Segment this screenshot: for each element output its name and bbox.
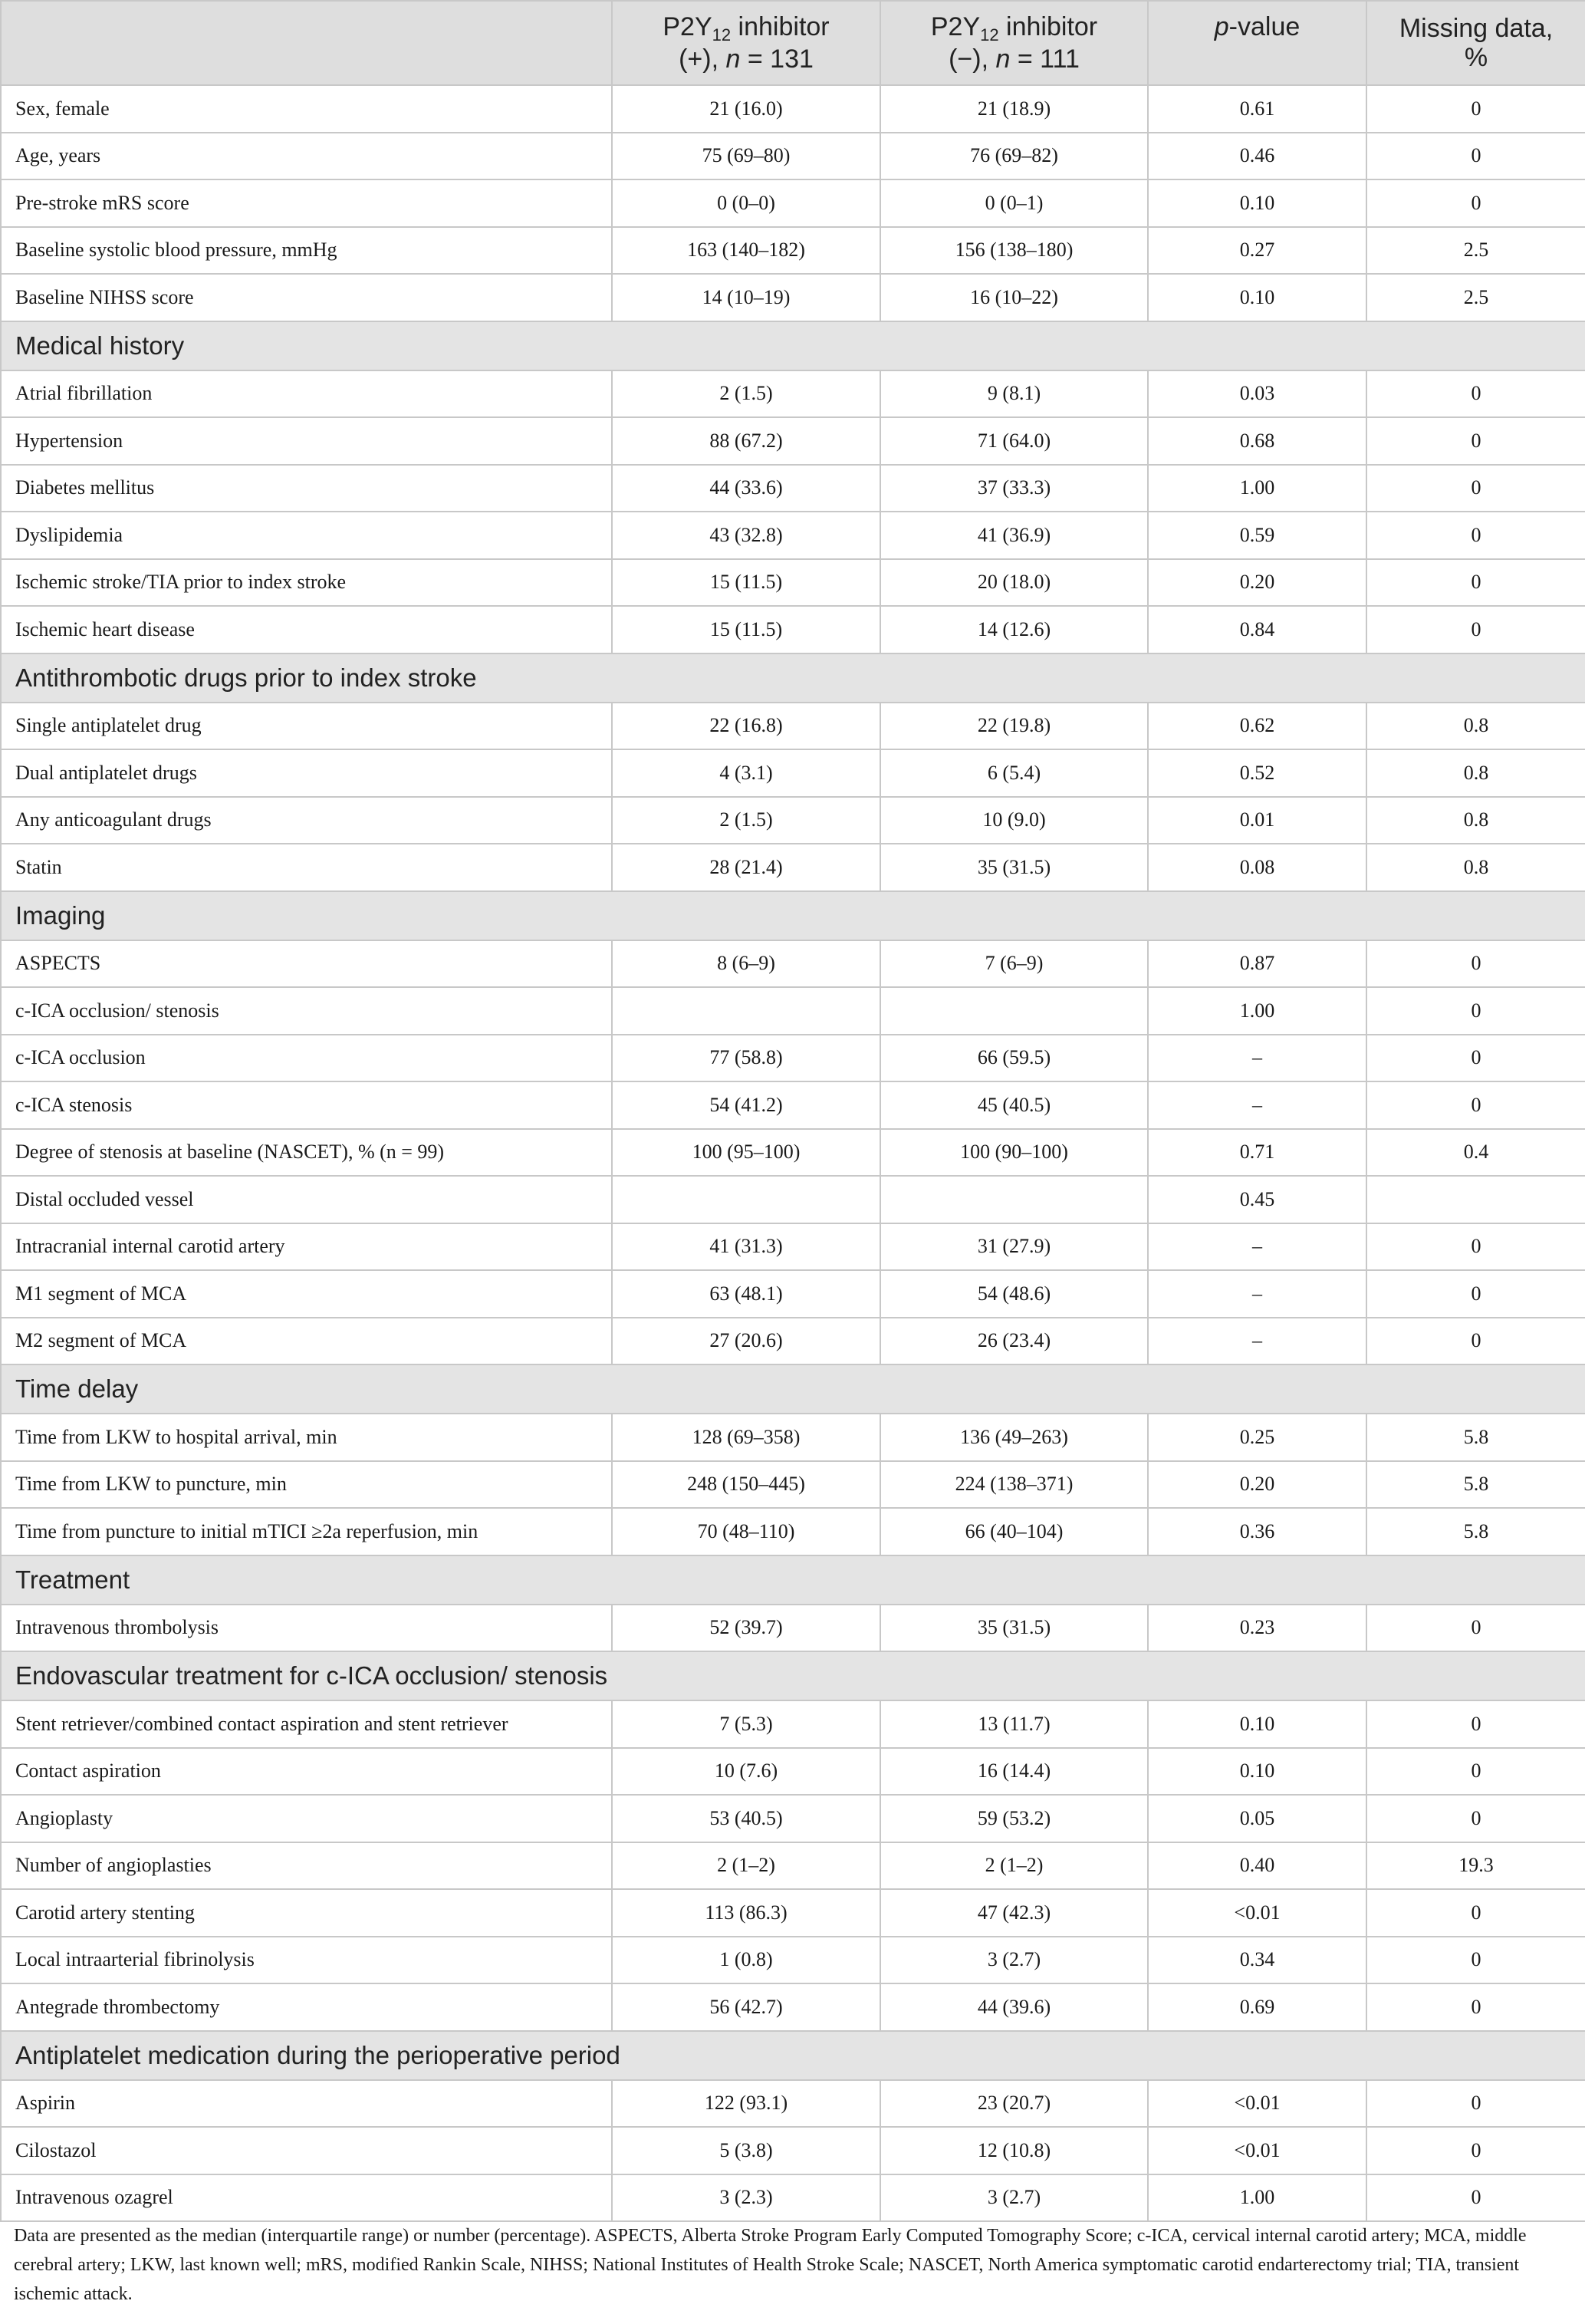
row-label-cell: Time from LKW to puncture, min — [1, 1461, 612, 1509]
p2y12-negative-cell: 35 (31.5) — [880, 1605, 1148, 1652]
row-label-cell: Number of angioplasties — [1, 1842, 612, 1890]
table-row — [1, 1223, 1585, 1271]
row-label-cell: Carotid artery stenting — [1, 1889, 612, 1937]
row-label-cell: Ischemic stroke/TIA prior to index stroke — [1, 559, 612, 607]
p-value-cell: 0.52 — [1148, 749, 1366, 797]
p2y12-negative-cell: 71 (64.0) — [880, 417, 1148, 465]
p2y12-negative-cell: 59 (53.2) — [880, 1795, 1148, 1842]
p2y12-positive-cell: 56 (42.7) — [612, 1983, 880, 2031]
p-value-cell: 0.23 — [1148, 1605, 1366, 1652]
row-label-cell: Angioplasty — [1, 1795, 612, 1842]
missing-data-cell: 5.8 — [1366, 1461, 1585, 1509]
row-label-cell: Intravenous ozagrel — [1, 2174, 612, 2222]
p2y12-positive-cell: 75 (69–80) — [612, 133, 880, 180]
p2y12-positive-cell: 15 (11.5) — [612, 559, 880, 607]
row-label-cell: Ischemic heart disease — [1, 606, 612, 653]
table-row — [1, 1748, 1585, 1796]
missing-data-cell: 19.3 — [1366, 1842, 1585, 1890]
p2y12-negative-cell — [880, 1176, 1148, 1223]
table-row — [1, 2080, 1585, 2128]
table-row — [1, 512, 1585, 559]
table-row — [1, 274, 1585, 321]
table-footnote: Data are presented as the median (interquartile range) or number (percentage). ASPECTS, Alberta Stroke Program Early Computed Tomography Score; c-ICA, cervical internal carotid artery; MCA, middle cerebral artery; LKW, last known well; mRS, modified Rankin Scale, NIHSS; National Institutes of Health Stroke Scale; NASCET, North America symptomatic carotid endarterectomy trial; TIA, transient ischemic attack. — [14, 2226, 1527, 2304]
missing-data-cell: 0 — [1366, 987, 1585, 1035]
p-value-cell: 0.25 — [1148, 1414, 1366, 1461]
table-row — [1, 1081, 1585, 1129]
p2y12-positive-cell: 5 (3.8) — [612, 2127, 880, 2174]
missing-data-cell: 0 — [1366, 2127, 1585, 2174]
p-value-cell: 0.10 — [1148, 179, 1366, 227]
table-row — [1, 703, 1585, 750]
missing-data-cell: 0 — [1366, 940, 1585, 988]
p2y12-negative-cell: 22 (19.8) — [880, 703, 1148, 750]
p2y12-positive-cell — [612, 1176, 880, 1223]
missing-data-cell: 0 — [1366, 1081, 1585, 1129]
row-label-cell: Intravenous thrombolysis — [1, 1605, 612, 1652]
row-label-cell: M2 segment of MCA — [1, 1318, 612, 1365]
missing-data-cell: 0 — [1366, 417, 1585, 465]
p2y12-positive-cell: 22 (16.8) — [612, 703, 880, 750]
table-row — [1, 465, 1585, 512]
section-header-row — [1, 891, 1585, 940]
p2y12-positive-cell: 248 (150–445) — [612, 1461, 880, 1509]
row-label-cell: M1 segment of MCA — [1, 1270, 612, 1318]
row-label-cell: Baseline NIHSS score — [1, 274, 612, 321]
p2y12-positive-cell: 63 (48.1) — [612, 1270, 880, 1318]
p2y12-positive-cell: 0 (0–0) — [612, 179, 880, 227]
p-value-cell: 1.00 — [1148, 987, 1366, 1035]
header-p2y12-positive: $P2Y_{12}$ inhibitor (+), n = 131 — [612, 1, 880, 85]
p2y12-positive-cell: 88 (67.2) — [612, 417, 880, 465]
p-value-cell: 0.08 — [1148, 844, 1366, 891]
row-label-cell: Antegrade thrombectomy — [1, 1983, 612, 2031]
section-header-row — [1, 1555, 1585, 1605]
p-value-cell: 0.84 — [1148, 606, 1366, 653]
table-row — [1, 1889, 1585, 1937]
p2y12-negative-cell: 44 (39.6) — [880, 1983, 1148, 2031]
p2y12-negative-cell: 76 (69–82) — [880, 133, 1148, 180]
p-value-cell: – — [1148, 1081, 1366, 1129]
p2y12-positive-cell: 41 (31.3) — [612, 1223, 880, 1271]
p2y12-positive-cell: 1 (0.8) — [612, 1937, 880, 1984]
row-label-cell: Distal occluded vessel — [1, 1176, 612, 1223]
table-row — [1, 85, 1585, 133]
row-label-cell: Baseline systolic blood pressure, mmHg — [1, 227, 612, 275]
missing-data-cell: 0.8 — [1366, 703, 1585, 750]
row-label-cell: Degree of stenosis at baseline (NASCET), % (n = 99) — [1, 1129, 612, 1177]
table-row — [1, 844, 1585, 891]
section-title: Endovascular treatment for c-ICA occlusion/ stenosis — [1, 1651, 1585, 1700]
missing-data-cell: 0 — [1366, 1318, 1585, 1365]
table-row — [1, 1937, 1585, 1984]
row-label-cell: Local intraarterial fibrinolysis — [1, 1937, 612, 1984]
p-value-cell: 0.62 — [1148, 703, 1366, 750]
row-label-cell: ASPECTS — [1, 940, 612, 988]
missing-data-cell: 0 — [1366, 1270, 1585, 1318]
p2y12-negative-cell: 224 (138–371) — [880, 1461, 1148, 1509]
table-body — [1, 85, 1585, 2221]
p-value-cell: 0.27 — [1148, 227, 1366, 275]
p-value-cell: 0.01 — [1148, 797, 1366, 844]
section-title: Imaging — [1, 891, 1585, 940]
p2y12-positive-cell: 15 (11.5) — [612, 606, 880, 653]
p2y12-positive-cell: 70 (48–110) — [612, 1508, 880, 1555]
p2y12-positive-cell: 2 (1.5) — [612, 370, 880, 418]
p2y12-positive-cell: 3 (2.3) — [612, 2174, 880, 2222]
row-label-cell: Sex, female — [1, 85, 612, 133]
p-value-cell: 0.87 — [1148, 940, 1366, 988]
missing-data-cell: 0.8 — [1366, 749, 1585, 797]
table-row — [1, 1983, 1585, 2031]
table-row — [1, 2127, 1585, 2174]
row-label-cell: Contact aspiration — [1, 1748, 612, 1796]
section-title: Time delay — [1, 1364, 1585, 1414]
row-label-cell: Hypertension — [1, 417, 612, 465]
table-row — [1, 1795, 1585, 1842]
p-value-cell: 0.36 — [1148, 1508, 1366, 1555]
table-row — [1, 227, 1585, 275]
table-row — [1, 1700, 1585, 1748]
p2y12-positive-cell: 128 (69–358) — [612, 1414, 880, 1461]
row-label-cell: Pre-stroke mRS score — [1, 179, 612, 227]
missing-data-cell: 0.8 — [1366, 844, 1585, 891]
p2y12-negative-cell: 10 (9.0) — [880, 797, 1148, 844]
p2y12-negative-cell: 66 (40–104) — [880, 1508, 1148, 1555]
table-row — [1, 133, 1585, 180]
row-label-cell: Atrial fibrillation — [1, 370, 612, 418]
table-row — [1, 1318, 1585, 1365]
row-label-cell: Time from LKW to hospital arrival, min — [1, 1414, 612, 1461]
header-p-value: p-value — [1148, 1, 1366, 85]
header-blank-cell — [1, 1, 612, 85]
missing-data-cell: 0 — [1366, 1937, 1585, 1984]
row-label-cell: Aspirin — [1, 2080, 612, 2128]
row-label-cell: Stent retriever/combined contact aspiration and stent retriever — [1, 1700, 612, 1748]
table-header-row — [1, 1, 1585, 85]
p-value-cell: 0.10 — [1148, 1700, 1366, 1748]
p-value-cell: 0.46 — [1148, 133, 1366, 180]
section-title: Antiplatelet medication during the perioperative period — [1, 2031, 1585, 2080]
p-value-cell: <0.01 — [1148, 2127, 1366, 2174]
p2y12-positive-cell: 10 (7.6) — [612, 1748, 880, 1796]
missing-data-cell: 0 — [1366, 465, 1585, 512]
row-label-cell: Diabetes mellitus — [1, 465, 612, 512]
p2y12-positive-cell: 4 (3.1) — [612, 749, 880, 797]
table-row — [1, 797, 1585, 844]
p2y12-negative-cell: 9 (8.1) — [880, 370, 1148, 418]
p-value-cell: – — [1148, 1270, 1366, 1318]
row-label-cell: Any anticoagulant drugs — [1, 797, 612, 844]
missing-data-cell: 0 — [1366, 512, 1585, 559]
table-row — [1, 1508, 1585, 1555]
p-value-cell: – — [1148, 1318, 1366, 1365]
p2y12-positive-cell — [612, 987, 880, 1035]
table-row — [1, 1461, 1585, 1509]
p-value-cell: 0.68 — [1148, 417, 1366, 465]
missing-data-cell — [1366, 1176, 1585, 1223]
missing-data-cell: 0 — [1366, 606, 1585, 653]
p2y12-negative-cell: 41 (36.9) — [880, 512, 1148, 559]
p2y12-positive-cell: 53 (40.5) — [612, 1795, 880, 1842]
p2y12-negative-cell: 14 (12.6) — [880, 606, 1148, 653]
missing-data-cell: 0 — [1366, 370, 1585, 418]
p-value-cell: 0.03 — [1148, 370, 1366, 418]
p2y12-positive-cell: 54 (41.2) — [612, 1081, 880, 1129]
p2y12-positive-cell: 2 (1–2) — [612, 1842, 880, 1890]
p-value-cell: <0.01 — [1148, 2080, 1366, 2128]
row-label-cell: Dyslipidemia — [1, 512, 612, 559]
p2y12-negative-cell: 35 (31.5) — [880, 844, 1148, 891]
p-value-cell: – — [1148, 1223, 1366, 1271]
table-row — [1, 417, 1585, 465]
section-title: Medical history — [1, 321, 1585, 370]
p2y12-positive-cell: 8 (6–9) — [612, 940, 880, 988]
p-value-cell: 0.05 — [1148, 1795, 1366, 1842]
missing-data-cell: 0 — [1366, 1700, 1585, 1748]
p2y12-negative-cell: 16 (14.4) — [880, 1748, 1148, 1796]
p2y12-positive-cell: 28 (21.4) — [612, 844, 880, 891]
p-value-cell: 0.59 — [1148, 512, 1366, 559]
p2y12-negative-cell: 20 (18.0) — [880, 559, 1148, 607]
table-row — [1, 2174, 1585, 2222]
p-value-cell: 0.71 — [1148, 1129, 1366, 1177]
section-header-row — [1, 1651, 1585, 1700]
p-value-cell: 0.10 — [1148, 274, 1366, 321]
p2y12-negative-cell: 45 (40.5) — [880, 1081, 1148, 1129]
row-label-cell: Cilostazol — [1, 2127, 612, 2174]
missing-data-cell: 0 — [1366, 1795, 1585, 1842]
p2y12-negative-cell: 23 (20.7) — [880, 2080, 1148, 2128]
table-row — [1, 1176, 1585, 1223]
p2y12-negative-cell: 47 (42.3) — [880, 1889, 1148, 1937]
p2y12-positive-cell: 2 (1.5) — [612, 797, 880, 844]
row-label-cell: Dual antiplatelet drugs — [1, 749, 612, 797]
p-value-cell: <0.01 — [1148, 1889, 1366, 1937]
table-row — [1, 370, 1585, 418]
missing-data-cell: 0 — [1366, 1605, 1585, 1652]
missing-data-cell: 0.4 — [1366, 1129, 1585, 1177]
section-header-row — [1, 321, 1585, 370]
table-row — [1, 749, 1585, 797]
p2y12-negative-cell: 7 (6–9) — [880, 940, 1148, 988]
p-value-cell: 0.20 — [1148, 1461, 1366, 1509]
missing-data-cell: 5.8 — [1366, 1414, 1585, 1461]
missing-data-cell: 0 — [1366, 1748, 1585, 1796]
row-label-cell: Time from puncture to initial mTICI ≥2a reperfusion, min — [1, 1508, 612, 1555]
p2y12-positive-cell: 113 (86.3) — [612, 1889, 880, 1937]
missing-data-cell: 0 — [1366, 1983, 1585, 2031]
table-row — [1, 987, 1585, 1035]
p-value-cell: 0.40 — [1148, 1842, 1366, 1890]
p2y12-positive-cell: 77 (58.8) — [612, 1035, 880, 1082]
p2y12-positive-cell: 100 (95–100) — [612, 1129, 880, 1177]
p2y12-negative-cell: 31 (27.9) — [880, 1223, 1148, 1271]
row-label-cell: c-ICA occlusion/ stenosis — [1, 987, 612, 1035]
section-title: Treatment — [1, 1555, 1585, 1605]
p-value-cell: 0.10 — [1148, 1748, 1366, 1796]
missing-data-cell: 2.5 — [1366, 274, 1585, 321]
section-header-row — [1, 1364, 1585, 1414]
row-label-cell: Single antiplatelet drug — [1, 703, 612, 750]
p2y12-negative-cell: 0 (0–1) — [880, 179, 1148, 227]
p2y12-positive-cell: 7 (5.3) — [612, 1700, 880, 1748]
p2y12-negative-cell: 100 (90–100) — [880, 1129, 1148, 1177]
p2y12-positive-cell: 52 (39.7) — [612, 1605, 880, 1652]
p2y12-negative-cell: 2 (1–2) — [880, 1842, 1148, 1890]
p2y12-positive-cell: 163 (140–182) — [612, 227, 880, 275]
p2y12-negative-cell: 3 (2.7) — [880, 2174, 1148, 2222]
table-row — [1, 940, 1585, 988]
p2y12-negative-cell: 54 (48.6) — [880, 1270, 1148, 1318]
p-value-cell: 0.34 — [1148, 1937, 1366, 1984]
missing-data-cell: 0 — [1366, 133, 1585, 180]
table-row — [1, 559, 1585, 607]
p2y12-negative-cell: 26 (23.4) — [880, 1318, 1148, 1365]
p2y12-positive-cell: 27 (20.6) — [612, 1318, 880, 1365]
header-p2y12-negative: $P2Y_{12}$ inhibitor (−), n = 111 — [880, 1, 1148, 85]
p2y12-negative-cell: 6 (5.4) — [880, 749, 1148, 797]
missing-data-cell: 0 — [1366, 1035, 1585, 1082]
p2y12-positive-cell: 44 (33.6) — [612, 465, 880, 512]
missing-data-cell: 0 — [1366, 1223, 1585, 1271]
section-header-row — [1, 2031, 1585, 2080]
p2y12-negative-cell: 156 (138–180) — [880, 227, 1148, 275]
p2y12-negative-cell: 12 (10.8) — [880, 2127, 1148, 2174]
p2y12-negative-cell: 66 (59.5) — [880, 1035, 1148, 1082]
table-row — [1, 1035, 1585, 1082]
header-missing-data: Missing data, % — [1366, 1, 1585, 85]
table-row — [1, 1414, 1585, 1461]
p-value-cell: – — [1148, 1035, 1366, 1082]
missing-data-cell: 0.8 — [1366, 797, 1585, 844]
p2y12-negative-cell: 21 (18.9) — [880, 85, 1148, 133]
p2y12-negative-cell: 13 (11.7) — [880, 1700, 1148, 1748]
missing-data-cell: 5.8 — [1366, 1508, 1585, 1555]
p2y12-positive-cell: 21 (16.0) — [612, 85, 880, 133]
p-value-cell: 1.00 — [1148, 2174, 1366, 2222]
p2y12-negative-cell: 3 (2.7) — [880, 1937, 1148, 1984]
p2y12-positive-cell: 14 (10–19) — [612, 274, 880, 321]
table-row — [1, 1270, 1585, 1318]
table-row — [1, 1605, 1585, 1652]
missing-data-cell: 0 — [1366, 1889, 1585, 1937]
row-label-cell: c-ICA stenosis — [1, 1081, 612, 1129]
row-label-cell: Intracranial internal carotid artery — [1, 1223, 612, 1271]
p-value-cell: 1.00 — [1148, 465, 1366, 512]
row-label-cell: Age, years — [1, 133, 612, 180]
section-header-row — [1, 653, 1585, 703]
missing-data-cell: 0 — [1366, 2080, 1585, 2128]
p-value-cell: 0.61 — [1148, 85, 1366, 133]
p2y12-positive-cell: 43 (32.8) — [612, 512, 880, 559]
table-row — [1, 1129, 1585, 1177]
missing-data-cell: 0 — [1366, 559, 1585, 607]
p2y12-negative-cell — [880, 987, 1148, 1035]
row-label-cell: c-ICA occlusion — [1, 1035, 612, 1082]
p2y12-positive-cell: 122 (93.1) — [612, 2080, 880, 2128]
table-row — [1, 606, 1585, 653]
p-value-cell: 0.69 — [1148, 1983, 1366, 2031]
missing-data-cell: 0 — [1366, 2174, 1585, 2222]
row-label-cell: Statin — [1, 844, 612, 891]
p-value-cell: 0.20 — [1148, 559, 1366, 607]
missing-data-cell: 2.5 — [1366, 227, 1585, 275]
missing-data-cell: 0 — [1366, 85, 1585, 133]
p2y12-negative-cell: 136 (49–263) — [880, 1414, 1148, 1461]
p-value-cell: 0.45 — [1148, 1176, 1366, 1223]
section-title: Antithrombotic drugs prior to index stroke — [1, 653, 1585, 703]
table-row — [1, 179, 1585, 227]
table-row — [1, 1842, 1585, 1890]
p2y12-negative-cell: 16 (10–22) — [880, 274, 1148, 321]
p2y12-negative-cell: 37 (33.3) — [880, 465, 1148, 512]
missing-data-cell: 0 — [1366, 179, 1585, 227]
